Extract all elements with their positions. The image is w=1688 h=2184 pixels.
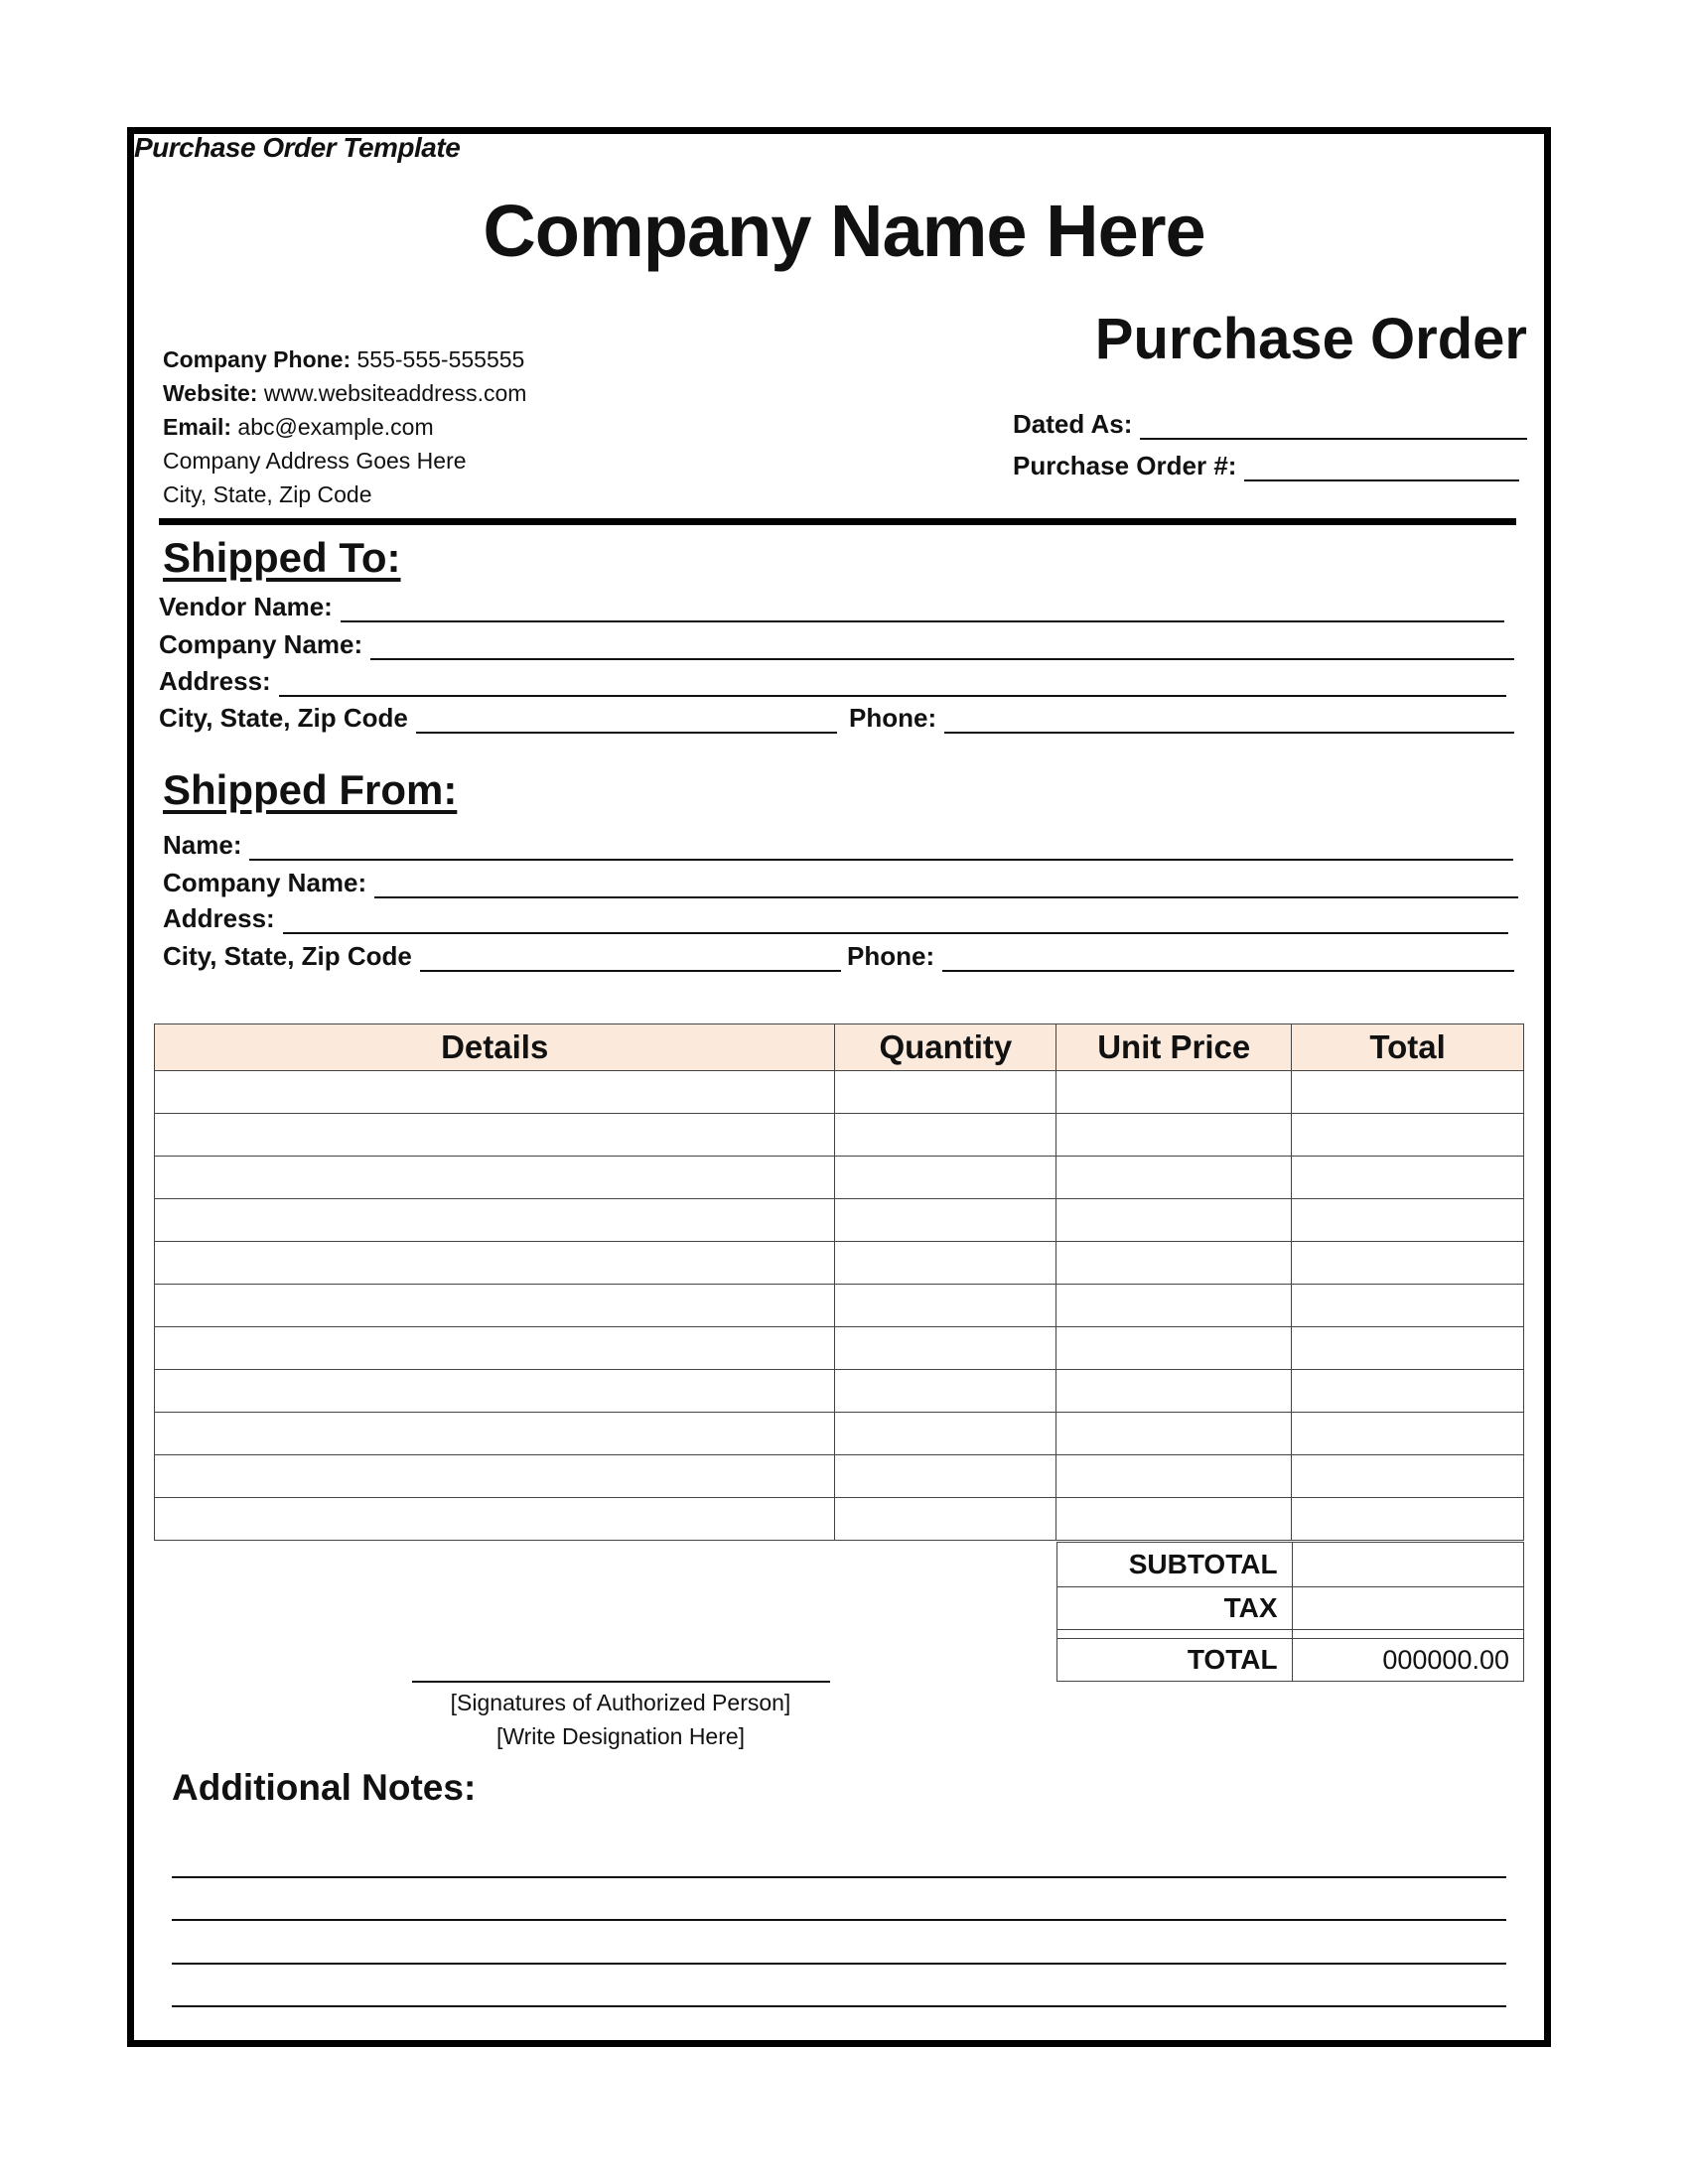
from-company-input[interactable] <box>374 875 1518 898</box>
total-cell[interactable] <box>1292 1413 1524 1455</box>
to-address-field <box>159 666 1506 697</box>
from-city-input[interactable] <box>420 948 841 972</box>
header-details: Details <box>155 1024 835 1071</box>
table-row <box>155 1285 1524 1327</box>
designation-caption: [Write Designation Here] <box>495 1723 746 1749</box>
items-header-row <box>155 1024 1524 1071</box>
to-phone-label: Phone: <box>849 703 937 733</box>
table-row <box>155 1455 1524 1498</box>
unit-price-cell[interactable] <box>1056 1114 1292 1157</box>
from-city-label: City, State, Zip Code <box>163 941 412 971</box>
to-company-label: Company Name: <box>159 629 363 659</box>
company-contact <box>163 342 526 511</box>
company-name[interactable]: Company Name Here <box>483 190 1205 272</box>
total-cell[interactable] <box>1292 1455 1524 1498</box>
unit-price-cell[interactable] <box>1056 1157 1292 1199</box>
notes-line[interactable] <box>172 2005 1506 2007</box>
total-cell[interactable] <box>1292 1327 1524 1370</box>
to-address-input[interactable] <box>279 673 1506 697</box>
unit-price-cell[interactable] <box>1056 1242 1292 1285</box>
header-divider <box>159 518 1516 525</box>
unit-price-cell[interactable] <box>1056 1413 1292 1455</box>
email-value[interactable]: abc@example.com <box>237 414 434 440</box>
unit-price-cell[interactable] <box>1056 1498 1292 1541</box>
details-cell[interactable] <box>155 1285 835 1327</box>
from-company-label: Company Name: <box>163 868 367 897</box>
additional-notes-heading: Additional Notes: <box>172 1767 477 1808</box>
to-company-input[interactable] <box>370 636 1514 660</box>
table-row <box>155 1327 1524 1370</box>
from-address-field <box>163 903 1508 934</box>
quantity-cell[interactable] <box>835 1455 1056 1498</box>
email-label: Email: <box>163 414 232 440</box>
table-row <box>155 1071 1524 1114</box>
from-address-label: Address: <box>163 903 275 933</box>
signature-line[interactable] <box>412 1681 830 1683</box>
to-phone-input[interactable] <box>944 710 1514 734</box>
vendor-name-input[interactable] <box>341 599 1504 622</box>
shipped-to-heading: Shipped To: <box>163 534 401 581</box>
quantity-cell[interactable] <box>835 1199 1056 1242</box>
dated-input[interactable] <box>1140 416 1527 440</box>
to-address-label: Address: <box>159 666 271 696</box>
to-company-field <box>159 629 1514 660</box>
vendor-name-label: Vendor Name: <box>159 592 333 621</box>
subtotal-label: SUBTOTAL <box>1057 1543 1293 1587</box>
table-row <box>155 1114 1524 1157</box>
subtotal-row <box>1057 1543 1524 1587</box>
from-name-input[interactable] <box>249 837 1513 861</box>
total-value[interactable]: 000000.00 <box>1292 1639 1523 1682</box>
quantity-cell[interactable] <box>835 1071 1056 1114</box>
to-city-field <box>159 703 837 734</box>
total-cell[interactable] <box>1292 1071 1524 1114</box>
from-phone-label: Phone: <box>847 941 935 971</box>
website-value[interactable]: www.websiteaddress.com <box>263 380 527 406</box>
vendor-name-field <box>159 592 1504 622</box>
phone-value[interactable]: 555-555-555555 <box>356 346 525 372</box>
details-cell[interactable] <box>155 1199 835 1242</box>
unit-price-cell[interactable] <box>1056 1285 1292 1327</box>
details-cell[interactable] <box>155 1114 835 1157</box>
unit-price-cell[interactable] <box>1056 1327 1292 1370</box>
total-cell[interactable] <box>1292 1285 1524 1327</box>
total-cell[interactable] <box>1292 1199 1524 1242</box>
shipped-from-heading: Shipped From: <box>163 766 458 813</box>
from-phone-input[interactable] <box>942 948 1514 972</box>
template-label: Purchase Order Template <box>134 132 461 163</box>
total-cell[interactable] <box>1292 1370 1524 1413</box>
dated-label: Dated As: <box>1013 409 1133 439</box>
items-table <box>154 1024 1524 1541</box>
notes-line[interactable] <box>172 1919 1506 1921</box>
document-title: Purchase Order <box>1094 307 1527 371</box>
from-city-field <box>163 941 841 972</box>
quantity-cell[interactable] <box>835 1413 1056 1455</box>
total-cell[interactable] <box>1292 1114 1524 1157</box>
to-city-input[interactable] <box>416 710 837 734</box>
header-unit-price: Unit Price <box>1056 1024 1292 1071</box>
details-cell[interactable] <box>155 1413 835 1455</box>
tax-label: TAX <box>1057 1587 1293 1630</box>
details-cell[interactable] <box>155 1370 835 1413</box>
total-cell[interactable] <box>1292 1157 1524 1199</box>
details-cell[interactable] <box>155 1327 835 1370</box>
unit-price-cell[interactable] <box>1056 1455 1292 1498</box>
from-address-input[interactable] <box>283 910 1508 934</box>
tax-row <box>1057 1587 1524 1630</box>
subtotal-value[interactable] <box>1292 1543 1523 1587</box>
spacer-row <box>1057 1630 1524 1639</box>
details-cell[interactable] <box>155 1242 835 1285</box>
quantity-cell[interactable] <box>835 1242 1056 1285</box>
to-city-label: City, State, Zip Code <box>159 703 408 733</box>
total-row <box>1057 1639 1524 1682</box>
details-cell[interactable] <box>155 1157 835 1199</box>
signature-caption: [Signatures of Authorized Person] <box>450 1690 791 1715</box>
notes-line[interactable] <box>172 1963 1506 1965</box>
company-city[interactable]: City, State, Zip Code <box>163 481 372 507</box>
details-cell[interactable] <box>155 1498 835 1541</box>
website-label: Website: <box>163 380 258 406</box>
quantity-cell[interactable] <box>835 1370 1056 1413</box>
summary-table <box>1056 1542 1524 1682</box>
quantity-cell[interactable] <box>835 1327 1056 1370</box>
quantity-cell[interactable] <box>835 1114 1056 1157</box>
po-number-field <box>1013 451 1519 481</box>
table-row <box>155 1498 1524 1541</box>
total-cell[interactable] <box>1292 1498 1524 1541</box>
phone-label: Company Phone: <box>163 346 352 372</box>
header-quantity: Quantity <box>835 1024 1056 1071</box>
total-cell[interactable] <box>1292 1242 1524 1285</box>
quantity-cell[interactable] <box>835 1498 1056 1541</box>
unit-price-cell[interactable] <box>1056 1370 1292 1413</box>
from-phone-field <box>847 941 1514 972</box>
quantity-cell[interactable] <box>835 1285 1056 1327</box>
notes-line[interactable] <box>172 1876 1506 1878</box>
from-company-field <box>163 868 1518 898</box>
from-name-label: Name: <box>163 830 242 860</box>
quantity-cell[interactable] <box>835 1157 1056 1199</box>
table-row <box>155 1413 1524 1455</box>
table-row <box>155 1199 1524 1242</box>
unit-price-cell[interactable] <box>1056 1071 1292 1114</box>
company-address[interactable]: Company Address Goes Here <box>163 448 467 474</box>
table-row <box>155 1370 1524 1413</box>
unit-price-cell[interactable] <box>1056 1199 1292 1242</box>
from-name-field <box>163 830 1513 861</box>
po-number-label: Purchase Order #: <box>1013 451 1237 480</box>
to-phone-field <box>849 703 1514 734</box>
details-cell[interactable] <box>155 1071 835 1114</box>
tax-value[interactable] <box>1292 1587 1523 1630</box>
dated-field <box>1013 409 1527 440</box>
details-cell[interactable] <box>155 1455 835 1498</box>
header-total: Total <box>1292 1024 1524 1071</box>
total-label: TOTAL <box>1057 1639 1293 1682</box>
table-row <box>155 1242 1524 1285</box>
po-number-input[interactable] <box>1244 458 1519 481</box>
table-row <box>155 1157 1524 1199</box>
